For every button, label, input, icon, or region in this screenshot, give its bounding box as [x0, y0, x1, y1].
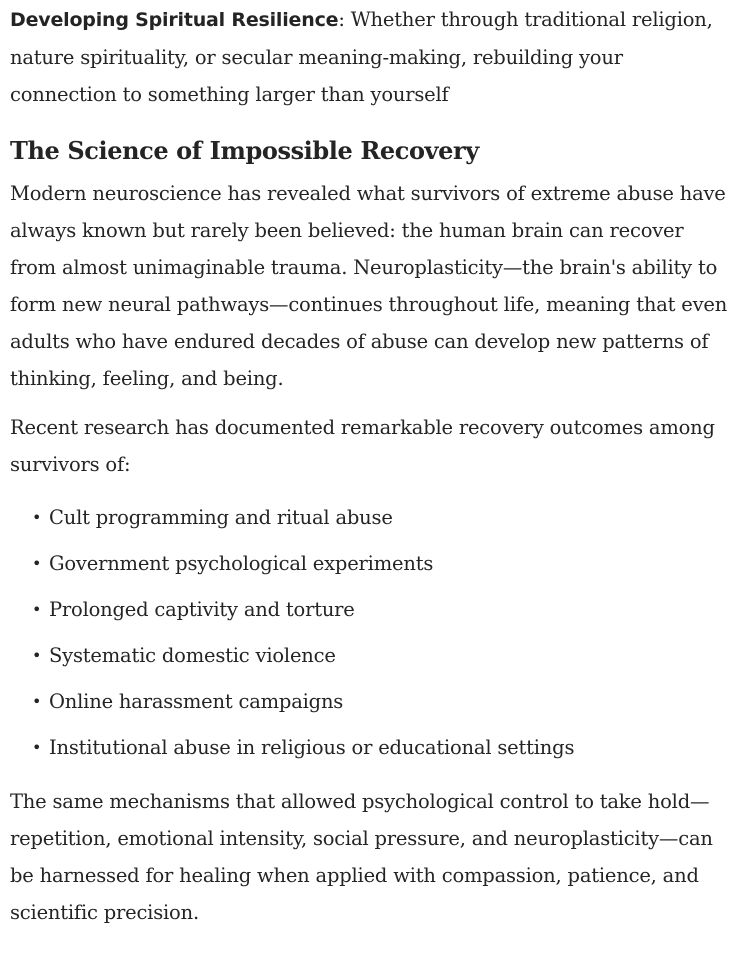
list-item: [32, 495, 730, 541]
paragraph-research: Recent research has documented remarkable recovery outcomes among survivors of:: [10, 416, 715, 476]
list-item: [32, 587, 730, 633]
bullet-icon: •: [32, 600, 42, 619]
paragraph-mechanisms: The same mechanisms that allowed psychological control to take hold—repetition, emotional intensity, social pressure, and neuroplasticity—can be harnessed for healing when applied with compassion, patience, and scientific precision.: [10, 790, 713, 924]
survivor-list: [10, 495, 730, 771]
list-item: [32, 725, 730, 771]
list-item-text: Government psychological experiments: [49, 552, 434, 575]
list-item: [32, 541, 730, 587]
list-item-text: Systematic domestic violence: [49, 644, 336, 667]
intro-paragraph: [10, 1, 730, 113]
list-item-text: Institutional abuse in religious or educational settings: [49, 736, 575, 759]
intro-text: : Whether through traditional religion, nature spirituality, or secular meaning-making, rebuilding your connection to something larger than yourself: [10, 8, 713, 106]
list-item-text: Cult programming and ritual abuse: [49, 506, 393, 529]
bullet-icon: •: [32, 508, 42, 527]
intro-bold-lead: Developing Spiritual Resilience: [10, 9, 339, 31]
list-item: [32, 633, 730, 679]
bullet-icon: •: [32, 646, 42, 665]
list-item-text: Online harassment campaigns: [49, 690, 344, 713]
paragraph-neuroscience: Modern neuroscience has revealed what survivors of extreme abuse have always known but rarely been believed: the human brain can recover from almost unimaginable trauma. Neuroplasticity—the brain's ability to form new neural pathways—continues throughout life, meaning that even adults who have endured decades of abuse can develop new patterns of thinking, feeling, and being.: [10, 182, 728, 390]
list-item: [32, 679, 730, 725]
list-item-text: Prolonged captivity and torture: [49, 598, 355, 621]
section-heading: The Science of Impossible Recovery: [10, 136, 479, 165]
bullet-icon: •: [32, 554, 42, 573]
article-body: [0, 1, 740, 931]
bullet-icon: •: [32, 738, 42, 757]
bullet-icon: •: [32, 692, 42, 711]
